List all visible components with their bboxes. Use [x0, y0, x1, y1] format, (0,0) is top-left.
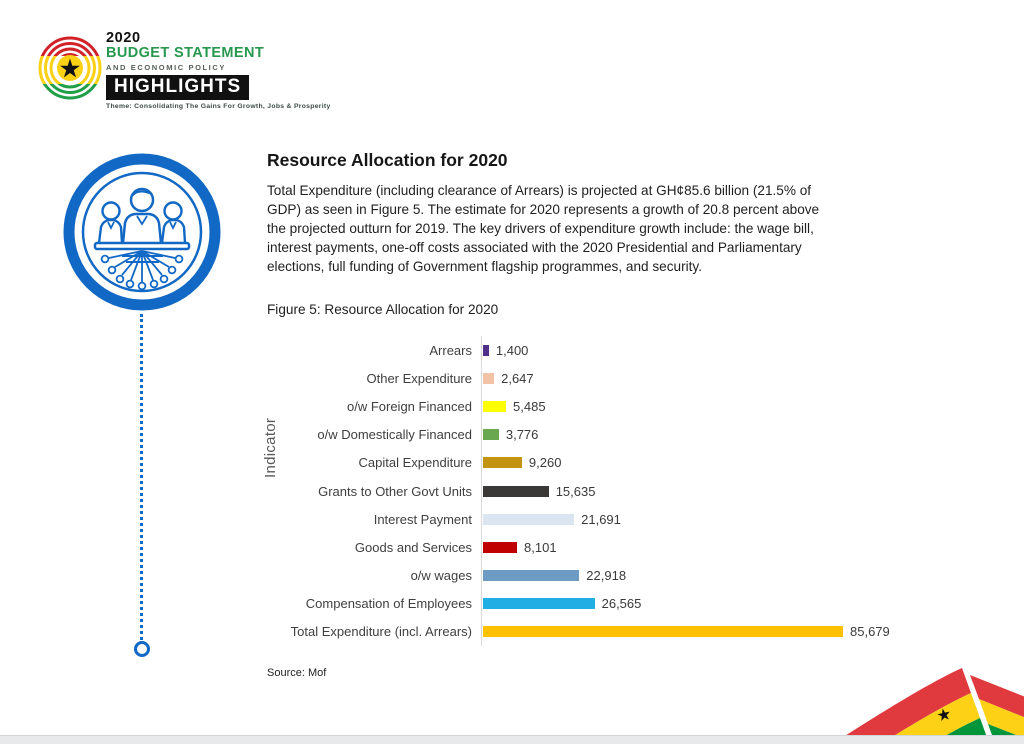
logo-subtitle: AND ECONOMIC POLICY [106, 63, 226, 73]
chart-value-label: 9,260 [528, 455, 562, 471]
chart-category-label: o/w Foreign Financed [346, 398, 472, 414]
ghana-flag-waving-icon [824, 649, 1024, 736]
chart-row [290, 562, 930, 590]
resource-allocation-bar-chart [290, 336, 930, 646]
chart-category-label: Grants to Other Govt Units [318, 483, 472, 499]
chart-row [290, 336, 930, 364]
chart-category-label: Arrears [429, 342, 472, 358]
chart-bar [483, 542, 517, 553]
chart-value-label: 8,101 [524, 539, 557, 555]
chart-row [290, 477, 930, 505]
chart-category-label: o/w Domestically Financed [317, 427, 472, 443]
logo-year: 2020 [106, 30, 141, 46]
page-title: Resource Allocation for 2020 [267, 150, 508, 170]
page-bottom-strip [0, 735, 1024, 744]
figure-caption: Figure 5: Resource Allocation for 2020 [267, 302, 499, 317]
chart-value-label: 85,679 [850, 624, 890, 640]
chart-value-label: 3,776 [505, 427, 539, 443]
chart-category-label: Interest Payment [373, 511, 472, 527]
chart-bar [483, 457, 522, 468]
logo-text-block [106, 26, 331, 110]
chart-category-label: Goods and Services [354, 539, 472, 555]
chart-bar-area [481, 590, 930, 618]
chart-row [290, 618, 930, 646]
dotted-connector-line [140, 314, 143, 640]
chart-category-label: Compensation of Employees [305, 596, 472, 612]
chart-bar-area [481, 449, 930, 477]
chart-row [290, 449, 930, 477]
body-paragraph: Total Expenditure (including clearance of Arrears) is projected at GH¢85.6 billion (21.5% of GDP) as seen in Figure 5. The estimate for 2020 represents a growth of 20.8 percent above the projected outturn for 2019. The key drivers of expenditure growth include: the wage bill, interest payments, one-off costs associated with the 2020 Presidential and Parliamentary elections, full funding of Government flagship programmes, and security. [267, 183, 820, 275]
chart-bar-area [481, 421, 930, 449]
chart-category-label: Total Expenditure (incl. Arrears) [290, 624, 472, 640]
chart-category-label: Capital Expenditure [358, 455, 472, 471]
chart-bar [483, 514, 574, 525]
chart-value-label: 21,691 [581, 511, 621, 527]
chart-value-label: 1,400 [495, 342, 529, 358]
chart-value-label: 15,635 [555, 483, 596, 499]
chart-value-label: 26,565 [601, 596, 642, 612]
chart-category-label: o/w wages [410, 568, 472, 584]
connector-end-circle-icon [134, 641, 150, 657]
source-note: Source: Mof [267, 667, 327, 679]
committee-meeting-icon [62, 152, 222, 312]
chart-bar-area [481, 562, 930, 590]
chart-y-axis-label: Indicator [262, 417, 279, 478]
chart-bar-area [481, 392, 930, 420]
chart-bar-area [481, 477, 930, 505]
chart-bar-area [481, 533, 930, 561]
chart-value-label: 5,485 [513, 398, 546, 414]
chart-value-label: 22,918 [586, 568, 627, 584]
chart-row [290, 392, 930, 420]
chart-row [290, 533, 930, 561]
chart-row [290, 590, 930, 618]
chart-row [290, 364, 930, 392]
chart-category-label: Other Expenditure [366, 370, 472, 386]
chart-bar-area [481, 618, 930, 646]
chart-bar-area [481, 505, 930, 533]
chart-row [290, 421, 930, 449]
chart-bar [483, 486, 549, 497]
logo-banner: HIGHLIGHTS [106, 75, 249, 100]
budget-logo [38, 26, 331, 110]
chart-bar [483, 598, 595, 609]
chart-bar [483, 345, 489, 356]
ghana-rings-star-logo-icon [38, 26, 102, 110]
chart-bar-area [481, 336, 930, 364]
logo-title: BUDGET STATEMENT [106, 45, 265, 62]
chart-bar [483, 429, 499, 440]
chart-value-label: 2,647 [501, 370, 534, 386]
chart-row [290, 505, 930, 533]
chart-bar [483, 401, 506, 412]
chart-bar [483, 570, 579, 581]
logo-tagline: Theme: Consolidating The Gains For Growth, Jobs & Prosperity [106, 103, 331, 111]
chart-bar [483, 373, 494, 384]
chart-bar-area [481, 364, 930, 392]
chart-bar [483, 626, 843, 637]
